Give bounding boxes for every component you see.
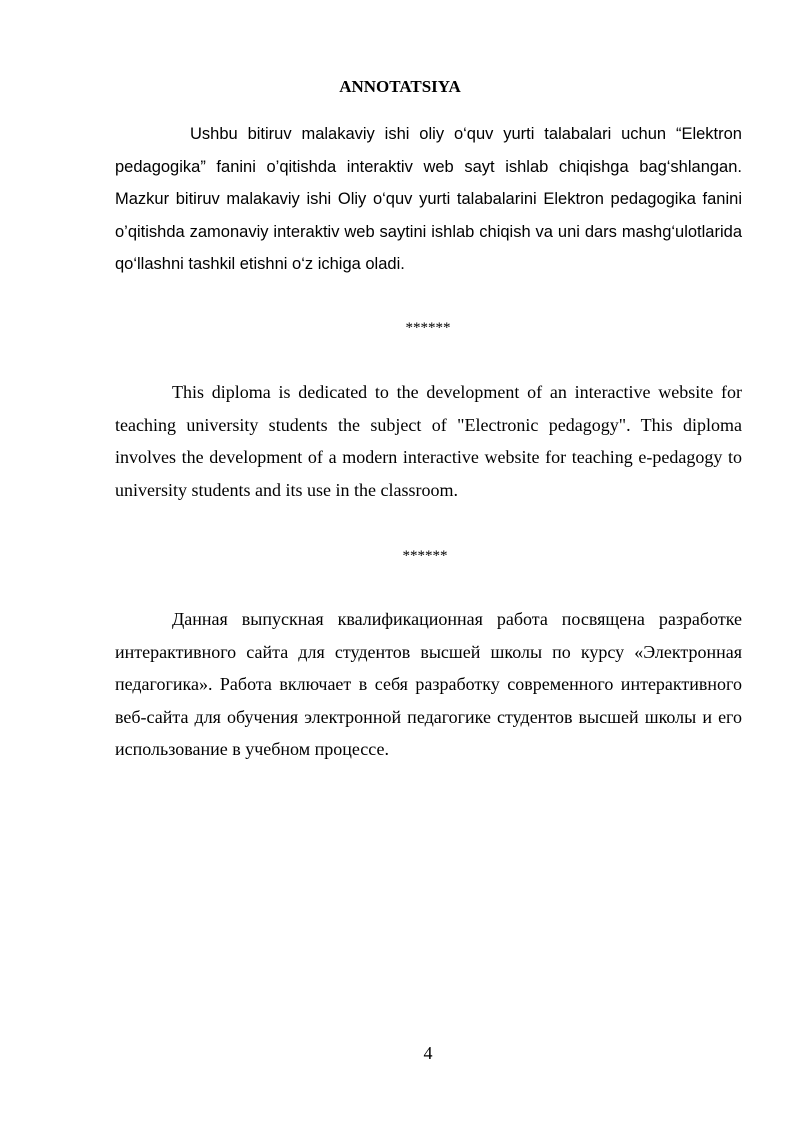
document-title: ANNOTATSIYA xyxy=(339,77,461,96)
abstract-english: This diploma is dedicated to the development of an interactive website for teaching university students the subject of "Electronic pedagogy". This diploma involves the development of a modern interactive website for teaching e-pedagogy to university students and its use in the classroom. xyxy=(115,382,742,500)
section-separator: ****** xyxy=(402,548,448,564)
section-separator: ****** xyxy=(405,320,451,336)
page-number: 4 xyxy=(423,1043,433,1063)
abstract-uzbek: Ushbu bitiruv malakaviy ishi oliy o‘quv yurti talabalari uchun “Elektron pedagogika” fanini o’qitishda interaktiv web sayt ishlab chiqishga bag‘shlangan. Mazkur bitiruv malakaviy ishi Oliy o‘quv yurti talabalarini Elektron pedagogika fanini o’qitishda zamonaviy interaktiv web saytini ishlab chiqish va uni dars mashg‘ulotlarida qo‘llashni tashkil etishni o‘z ichiga oladi. xyxy=(115,125,742,273)
abstract-russian: Данная выпускная квалификационная работа посвящена разработке интерактивного сайта для студентов высшей школы по курсу «Электронная педагогика». Работа включает в себя разработку современного интерактивного веб-сайта для обучения электронной педагогике студентов высшей школы и его использование в учебном процессе. xyxy=(115,609,742,759)
